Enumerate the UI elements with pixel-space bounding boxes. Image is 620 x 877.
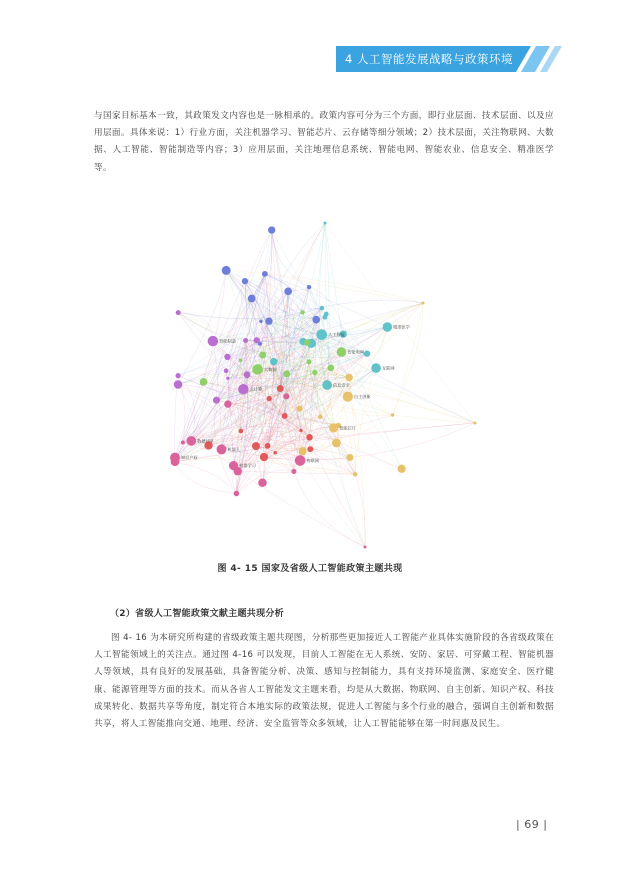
- network-node: [265, 317, 272, 324]
- network-node: [320, 306, 324, 310]
- network-node: [226, 377, 229, 380]
- network-edge: [175, 462, 236, 494]
- figure-caption: 图 4- 15 国家及省级人工智能政策主题共现: [217, 564, 403, 574]
- chapter-title: 4 人工智能发展战略与政策环境: [345, 52, 513, 66]
- network-node: [353, 472, 357, 476]
- network-node: [273, 451, 277, 455]
- network-node-label: 云计算: [249, 386, 263, 392]
- network-node: [252, 442, 260, 450]
- network-node: [238, 384, 248, 394]
- network-node: [244, 371, 251, 378]
- network-node: [307, 359, 312, 364]
- network-edge: [256, 223, 325, 369]
- network-node: [176, 310, 181, 315]
- network-node: [345, 374, 352, 381]
- network-node: [306, 434, 313, 441]
- network-node-label: 精准医学: [393, 324, 410, 330]
- network-node: [312, 316, 320, 324]
- body-paragraph-2: 图 4- 16 为本研究所构建的省级政策主题共现图，分析那些更加接近人工智能产业具体实施阶段的各省级政策在人工智能领域上的关注点。通过图 4-16 可以发现，目前人工智能在无人系统、安防、家居、可穿戴工程、智能机器人等领域，具有良好的发展基础，具备智能分析、决策、感知与控制能力，具有支持环境监测、家庭安全、医疗健康、能源管理等方面的技术。而从各省人工智能发文主题来看，均是从大数据、物联网、自主创新、知识产权、科技成果转化、数据共享等角度，制定符合本地实际的政策法规，促进人工智能与多个行业的融合，强调自主创新和数据共享，将人工智能推向交通、地理、经济、安全监管等众多领域，让人工智能能够在第一时间惠及民生。: [94, 633, 554, 730]
- network-node: [282, 413, 288, 419]
- network-node: [234, 491, 240, 497]
- network-node: [171, 457, 180, 466]
- network-node: [324, 312, 329, 317]
- network-node: [300, 310, 304, 314]
- body-paragraph-1: 与国家目标基本一致，其政策发文内容也是一脉相承的。政策内容可分为三个方面，即行业层面、技术层面、以及应用层面。具体来说：1）行业方面，关注机器学习、智能芯片、云存储等细分领域；2）技术层面，关注物联网、大数据、人工智能、智能制造等内容；3）应用层面，关注地理信息系统、智能电网、智能农业、信息安全、精准医学等。: [94, 111, 554, 173]
- network-edge: [191, 378, 227, 441]
- network-node: [296, 406, 302, 412]
- network-node: [391, 413, 394, 416]
- network-node: [307, 285, 311, 289]
- network-node: [224, 354, 230, 360]
- network-node: [265, 443, 271, 449]
- network-node: [324, 222, 327, 225]
- network-node-label: 智能制造: [219, 338, 236, 344]
- network-node: [268, 226, 275, 233]
- page-number: | 69 |: [516, 818, 548, 831]
- network-node: [284, 287, 292, 295]
- network-node: [260, 453, 268, 461]
- network-node-label: 信息安全: [332, 382, 350, 388]
- network-node: [299, 429, 302, 432]
- network-node: [364, 546, 367, 549]
- network-node: [224, 400, 231, 407]
- network-node: [252, 364, 263, 375]
- network-node: [267, 396, 272, 401]
- network-node: [291, 469, 296, 474]
- network-node-label: 互联网: [381, 365, 395, 371]
- network-node: [270, 358, 278, 366]
- network-node: [322, 380, 332, 390]
- network-node: [258, 478, 267, 487]
- network-edge: [238, 471, 365, 547]
- network-node-label: 数据共享: [197, 438, 214, 444]
- network-node: [242, 278, 248, 284]
- network-node: [304, 339, 310, 345]
- network-node: [337, 347, 347, 357]
- network-node: [239, 429, 244, 434]
- network-node: [332, 439, 341, 448]
- network-edge: [175, 462, 236, 494]
- network-node: [364, 350, 370, 356]
- network-node-label: 人工智能: [328, 332, 345, 338]
- network-node-label: 机器学习: [239, 463, 256, 469]
- network-edge: [178, 313, 257, 341]
- section-subheading: （2）省级人工智能政策文献主题共现分析: [110, 609, 284, 619]
- network-node: [295, 455, 306, 466]
- topic-cooccurrence-network: [160, 215, 490, 555]
- network-edge: [294, 471, 365, 547]
- network-node: [259, 351, 266, 358]
- network-node-label: 物联网: [306, 458, 319, 464]
- network-node: [283, 393, 289, 399]
- network-node: [371, 363, 381, 373]
- network-edge: [348, 397, 402, 469]
- network-node: [398, 465, 406, 473]
- network-node: [346, 454, 353, 461]
- network-node-label: 大数据: [263, 366, 277, 372]
- network-node: [174, 380, 183, 389]
- network-edge: [238, 471, 355, 474]
- network-node: [328, 365, 335, 372]
- network-node: [283, 370, 290, 377]
- network-node: [383, 322, 393, 332]
- network-node: [243, 338, 248, 343]
- network-node: [181, 441, 185, 445]
- network-node: [299, 447, 307, 455]
- network-node: [200, 378, 208, 386]
- network-node: [208, 336, 218, 346]
- network-node: [229, 461, 238, 470]
- network-node: [239, 359, 242, 362]
- network-node: [222, 266, 231, 275]
- network-node: [262, 271, 268, 277]
- network-node: [316, 329, 327, 340]
- network-node: [474, 422, 477, 425]
- network-node: [248, 295, 256, 303]
- network-node: [217, 444, 227, 454]
- network-node: [254, 337, 260, 343]
- network-node: [307, 446, 313, 452]
- network-node-label: 自主创新: [353, 394, 371, 400]
- network-node-label: 知识产权: [180, 455, 198, 461]
- network-edge: [338, 425, 356, 474]
- network-node-label: 智能电网: [347, 349, 365, 355]
- network-node-label: 智能芯片: [339, 425, 356, 431]
- network-node: [277, 385, 284, 392]
- network-edge: [191, 230, 271, 441]
- network-node: [422, 302, 425, 305]
- network-node-label: 机器人: [227, 446, 241, 452]
- network-node: [259, 320, 262, 323]
- network-node: [343, 391, 353, 401]
- network-node: [312, 370, 317, 375]
- network-node: [187, 436, 197, 446]
- network-node: [318, 415, 322, 419]
- network-node: [175, 373, 180, 378]
- network-node: [213, 397, 220, 404]
- network-node: [224, 368, 229, 373]
